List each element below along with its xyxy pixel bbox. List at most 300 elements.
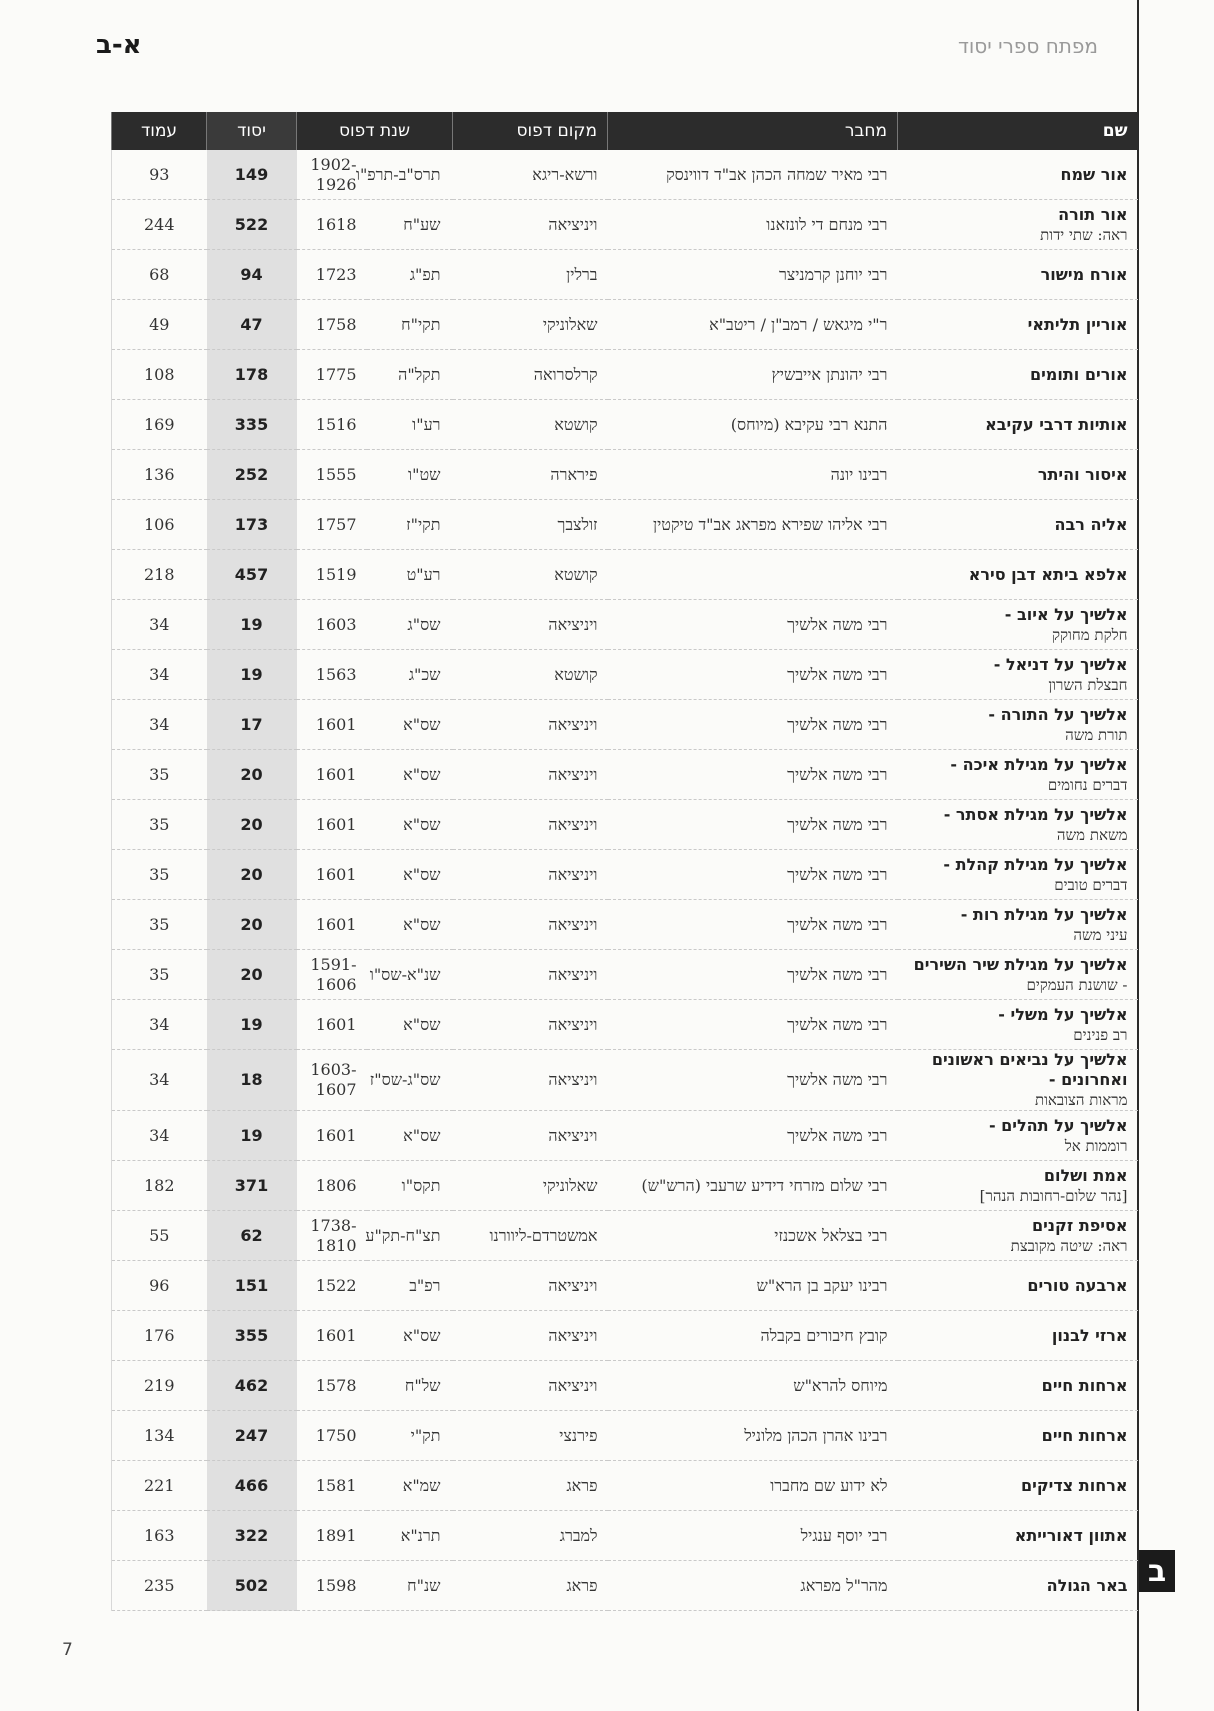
author-cell-text: רבי משה אלשיך [787, 864, 888, 884]
author-cell [608, 550, 898, 600]
name-cell [898, 950, 1138, 1000]
yesod-cell [207, 300, 297, 350]
author-cell-text: רבי שלום מזרחי דידיע שרעבי (הרש"ש) [641, 1175, 888, 1195]
table-row [112, 1311, 1138, 1361]
hebrew-year-cell-text: תקי"ז [406, 514, 441, 534]
page-cell-text: 244 [143, 214, 175, 234]
place-cell-text: ויניציאה [548, 1325, 598, 1345]
name-cell [898, 200, 1138, 250]
yesod-cell [207, 450, 297, 500]
hebrew-year-cell [367, 1111, 453, 1161]
yesod-cell-text: 47 [240, 314, 263, 334]
gregorian-year-cell [297, 650, 367, 700]
page-cell-text: 169 [143, 414, 175, 434]
page-cell-text: 35 [149, 864, 170, 884]
book-name: אסיפת זקנים [1031, 1215, 1128, 1235]
author-cell [608, 1411, 898, 1461]
author-cell [608, 1561, 898, 1611]
hebrew-year-cell [367, 800, 453, 850]
book-name: אורח מישור [1040, 264, 1128, 284]
name-cell [898, 1050, 1138, 1111]
hebrew-year-cell-text: רע"ו [412, 414, 441, 434]
book-subtitle: רב פנינים [1073, 1025, 1128, 1044]
page-cell [112, 700, 207, 750]
page-cell-text: 163 [143, 1525, 175, 1545]
gregorian-year-cell-text: 1603 [315, 614, 357, 634]
author-cell [608, 250, 898, 300]
yesod-cell [207, 850, 297, 900]
hebrew-year-cell [367, 900, 453, 950]
table-row [112, 1211, 1138, 1261]
place-cell [453, 1311, 608, 1361]
page-cell [112, 600, 207, 650]
place-cell [453, 1361, 608, 1411]
name-cell [898, 850, 1138, 900]
gregorian-year-cell [297, 800, 367, 850]
book-name: אלשיך על התורה - [988, 704, 1128, 724]
table-row [112, 500, 1138, 550]
table-body [112, 150, 1138, 1611]
table-row [112, 700, 1138, 750]
yesod-cell-text: 20 [240, 764, 263, 784]
page-cell [112, 1311, 207, 1361]
place-cell [453, 1261, 608, 1311]
place-cell-text: קושטא [554, 564, 598, 584]
name-cell [898, 1561, 1138, 1611]
author-cell-text: רבינו אהרן הכהן מלוניל [744, 1425, 888, 1445]
yesod-cell-text: 94 [240, 264, 263, 284]
gregorian-year-cell-text: 1578 [315, 1375, 357, 1395]
gregorian-year-cell-text: 1601 [315, 814, 357, 834]
gregorian-year-cell [297, 1211, 367, 1261]
hebrew-year-cell-text: שס"ג-שס"ז [369, 1070, 441, 1089]
author-cell [608, 1461, 898, 1511]
author-cell-text: רבי משה אלשיך [787, 614, 888, 634]
name-cell [898, 350, 1138, 400]
book-subtitle: רוממות אל [1064, 1136, 1128, 1155]
page-cell-text: 34 [149, 664, 170, 684]
gregorian-year-cell [297, 600, 367, 650]
author-cell [608, 950, 898, 1000]
place-cell [453, 1461, 608, 1511]
hebrew-year-cell [367, 400, 453, 450]
page-cell [112, 1511, 207, 1561]
table-row [112, 800, 1138, 850]
yesod-cell-text: 462 [234, 1375, 269, 1395]
name-cell [898, 900, 1138, 950]
yesod-cell-text: 17 [240, 714, 263, 734]
author-cell-text: מיוחס להרא"ש [793, 1375, 888, 1395]
gregorian-year-cell-text: 1738-1810 [310, 1215, 357, 1255]
place-cell [453, 1111, 608, 1161]
page-cell-text: 35 [149, 764, 170, 784]
book-name: אלשיך על תהלים - [988, 1115, 1128, 1135]
table-row [112, 950, 1138, 1000]
yesod-cell [207, 1050, 297, 1111]
author-cell [608, 750, 898, 800]
hebrew-year-cell [367, 1050, 453, 1111]
hebrew-year-cell-text: שס"א [403, 764, 441, 784]
place-cell-text: אמשטרדם-ליוורנו [489, 1225, 598, 1245]
name-cell [898, 550, 1138, 600]
author-cell-text: רבי יוסף ענגיל [800, 1525, 888, 1545]
table-row [112, 1561, 1138, 1611]
header-name: שם [898, 112, 1138, 150]
author-cell-text: רבינו יעקב בן הרא"ש [756, 1275, 888, 1295]
gregorian-year-cell-text: 1601 [315, 1125, 357, 1145]
gregorian-year-cell [297, 900, 367, 950]
hebrew-year-cell-text: רע"ט [406, 564, 441, 584]
hebrew-year-cell [367, 850, 453, 900]
hebrew-year-cell-text: שנ"א-שס"ו [369, 964, 441, 984]
gregorian-year-cell-text: 1563 [315, 664, 357, 684]
name-cell [898, 700, 1138, 750]
hebrew-year-cell-text: תצ"ח-תק"ע [365, 1225, 441, 1245]
book-name: אותיות דרבי עקיבא [985, 414, 1128, 434]
yesod-cell [207, 600, 297, 650]
book-name: איסור והיתר [1037, 464, 1128, 484]
name-cell [898, 1311, 1138, 1361]
gregorian-year-cell [297, 1161, 367, 1211]
table-row [112, 250, 1138, 300]
yesod-cell-text: 151 [234, 1275, 269, 1295]
place-cell-text: למברג [559, 1525, 598, 1545]
table-row [112, 400, 1138, 450]
name-cell [898, 500, 1138, 550]
yesod-cell-text: 457 [234, 564, 269, 584]
hebrew-year-cell-text: שכ"ג [408, 664, 441, 684]
place-cell [453, 950, 608, 1000]
page-cell [112, 450, 207, 500]
book-subtitle: - שושנת העמקים [1026, 975, 1128, 994]
page-cell-text: 106 [143, 514, 175, 534]
page-cell-text: 49 [149, 314, 170, 334]
hebrew-year-cell [367, 1461, 453, 1511]
gregorian-year-cell-text: 1806 [315, 1175, 357, 1195]
gregorian-year-cell [297, 550, 367, 600]
place-cell [453, 1411, 608, 1461]
yesod-cell-text: 322 [234, 1525, 269, 1545]
author-cell-text: רבי יהונתן אייבשיץ [771, 364, 888, 384]
yesod-cell [207, 1111, 297, 1161]
gregorian-year-cell [297, 1111, 367, 1161]
page-cell-text: 108 [143, 364, 175, 384]
gregorian-year-cell-text: 1522 [315, 1275, 357, 1295]
place-cell [453, 400, 608, 450]
yesod-cell-text: 20 [240, 964, 263, 984]
page-cell-text: 34 [149, 614, 170, 634]
gregorian-year-cell [297, 750, 367, 800]
book-name: אלשיך על מגילת קהלת - [943, 854, 1128, 874]
page-cell [112, 150, 207, 200]
book-name: אלשיך על מגילת רות - [960, 904, 1128, 924]
yesod-cell [207, 1511, 297, 1561]
books-table [111, 112, 1138, 1611]
place-cell [453, 1211, 608, 1261]
hebrew-year-cell-text: תקי"ח [401, 314, 441, 334]
hebrew-year-cell-text: שמ"א [402, 1475, 441, 1495]
yesod-cell [207, 750, 297, 800]
place-cell [453, 600, 608, 650]
yesod-cell-text: 173 [234, 514, 269, 534]
gregorian-year-cell [297, 500, 367, 550]
page-cell-text: 219 [143, 1375, 175, 1395]
yesod-cell [207, 250, 297, 300]
page-cell [112, 200, 207, 250]
hebrew-year-cell [367, 1411, 453, 1461]
gregorian-year-cell [297, 200, 367, 250]
hebrew-year-cell-text: שס"ג [407, 614, 441, 634]
place-cell-text: ויניציאה [548, 764, 598, 784]
place-cell [453, 550, 608, 600]
hebrew-year-cell [367, 500, 453, 550]
book-subtitle: עיני משה [1073, 925, 1128, 944]
author-cell [608, 200, 898, 250]
name-cell [898, 800, 1138, 850]
gregorian-year-cell-text: 1758 [315, 314, 357, 334]
book-name: ארבעה טורים [1027, 1275, 1128, 1295]
table-row [112, 1000, 1138, 1050]
hebrew-year-cell [367, 1511, 453, 1561]
place-cell-text: שאלוניקי [542, 1175, 598, 1195]
hebrew-year-cell [367, 750, 453, 800]
yesod-cell-text: 18 [240, 1070, 263, 1089]
author-cell [608, 650, 898, 700]
gregorian-year-cell [297, 1361, 367, 1411]
book-subtitle: דברים טובים [1054, 875, 1128, 894]
hebrew-year-cell [367, 1000, 453, 1050]
book-name: אור שמח [1060, 164, 1128, 184]
name-cell [898, 1000, 1138, 1050]
place-cell-text: פירארה [550, 464, 598, 484]
gregorian-year-cell-text: 1601 [315, 914, 357, 934]
table-row [112, 150, 1138, 200]
gregorian-year-cell-text: 1601 [315, 764, 357, 784]
name-cell [898, 250, 1138, 300]
place-cell-text: קושטא [554, 414, 598, 434]
place-cell [453, 1050, 608, 1111]
hebrew-year-cell-text: תקס"ו [401, 1175, 441, 1195]
page-cell [112, 1461, 207, 1511]
book-name: אלשיך על משלי - [998, 1004, 1128, 1024]
header-yesod: יסוד [207, 112, 297, 150]
book-subtitle: מראות הצובאות [1034, 1091, 1128, 1109]
page-cell [112, 800, 207, 850]
yesod-cell [207, 400, 297, 450]
page-cell-text: 34 [149, 1070, 170, 1089]
author-cell-text: רבי משה אלשיך [787, 964, 888, 984]
hebrew-year-cell [367, 1561, 453, 1611]
hebrew-year-cell [367, 650, 453, 700]
book-name: באר הגולה [1046, 1575, 1128, 1595]
books-table-container [111, 112, 1137, 1611]
author-cell [608, 450, 898, 500]
table-row [112, 1411, 1138, 1461]
author-cell-text: לא ידוע שם מחברו [770, 1475, 888, 1495]
gregorian-year-cell-text: 1603-1607 [310, 1060, 357, 1099]
book-subtitle: ראה: שתי ידות [1040, 225, 1128, 244]
place-cell [453, 700, 608, 750]
yesod-cell-text: 19 [240, 664, 263, 684]
yesod-cell-text: 149 [234, 164, 269, 184]
author-cell-text: רבי משה אלשיך [787, 764, 888, 784]
yesod-cell-text: 178 [234, 364, 269, 384]
page-cell-text: 96 [149, 1275, 170, 1295]
name-cell [898, 450, 1138, 500]
yesod-cell [207, 350, 297, 400]
author-cell [608, 1361, 898, 1411]
hebrew-year-cell [367, 200, 453, 250]
author-cell [608, 600, 898, 650]
gregorian-year-cell-text: 1750 [315, 1425, 357, 1445]
name-cell [898, 600, 1138, 650]
table-row [112, 550, 1138, 600]
place-cell [453, 800, 608, 850]
book-name: ארחות צדיקים [1021, 1475, 1128, 1495]
hebrew-year-cell-text: שס"א [403, 1325, 441, 1345]
place-cell-text: ויניציאה [548, 1014, 598, 1034]
page-cell-text: 93 [149, 164, 170, 184]
gregorian-year-cell-text: 1601 [315, 864, 357, 884]
place-cell-text: ויניציאה [548, 1275, 598, 1295]
place-cell [453, 500, 608, 550]
yesod-cell [207, 1461, 297, 1511]
place-cell [453, 1561, 608, 1611]
book-name: אתוון דאורייתא [1014, 1525, 1128, 1545]
name-cell [898, 1361, 1138, 1411]
place-cell-text: ויניציאה [548, 614, 598, 634]
yesod-cell-text: 371 [234, 1175, 269, 1195]
author-cell [608, 400, 898, 450]
table-row [112, 1111, 1138, 1161]
page-cell [112, 1261, 207, 1311]
hebrew-year-cell-text: תרס"ב-תרפ"ו [355, 164, 441, 184]
author-cell-text: רבי משה אלשיך [787, 664, 888, 684]
gregorian-year-cell-text: 1516 [315, 414, 357, 434]
yesod-cell [207, 1561, 297, 1611]
book-subtitle: דברים נחומים [1047, 775, 1128, 794]
yesod-cell [207, 950, 297, 1000]
yesod-cell [207, 700, 297, 750]
yesod-cell-text: 252 [234, 464, 269, 484]
hebrew-year-cell [367, 1161, 453, 1211]
page-cell [112, 550, 207, 600]
page-cell [112, 1561, 207, 1611]
book-subtitle: תורת משה [1065, 725, 1128, 744]
hebrew-year-cell [367, 1261, 453, 1311]
name-cell [898, 1211, 1138, 1261]
header-author: מחבר [608, 112, 898, 150]
author-cell-text: רבי משה אלשיך [787, 714, 888, 734]
gregorian-year-cell [297, 1261, 367, 1311]
hebrew-year-cell [367, 950, 453, 1000]
hebrew-year-cell [355, 150, 453, 200]
book-subtitle: [נהר שלום-רחובות הנהר] [979, 1186, 1128, 1205]
name-cell [898, 1111, 1138, 1161]
place-cell-text: שאלוניקי [542, 314, 598, 334]
author-cell [608, 150, 898, 200]
table-row [112, 1050, 1138, 1111]
hebrew-year-cell [367, 450, 453, 500]
place-cell [453, 150, 608, 200]
gregorian-year-cell [297, 1311, 367, 1361]
page-cell [112, 300, 207, 350]
yesod-cell-text: 522 [234, 214, 269, 234]
author-cell-text: מהר"ל מפראג [800, 1575, 888, 1595]
place-cell-text: ויניציאה [548, 714, 598, 734]
author-cell [608, 800, 898, 850]
page-cell-text: 34 [149, 1014, 170, 1034]
place-cell [453, 300, 608, 350]
yesod-cell [207, 1211, 297, 1261]
name-cell [898, 1461, 1138, 1511]
hebrew-year-cell-text: תרנ"א [400, 1525, 441, 1545]
header-year: שנת דפוס [297, 112, 453, 150]
page-cell [112, 650, 207, 700]
page-cell [112, 850, 207, 900]
page-number: 7 [62, 1640, 73, 1660]
page-cell-text: 55 [149, 1225, 170, 1245]
section-letters: א-ב [96, 30, 142, 60]
page-cell-text: 34 [149, 1125, 170, 1145]
book-name: אור תורה [1058, 204, 1128, 224]
book-subtitle: חלקת מחוקק [1052, 625, 1128, 644]
hebrew-year-cell [367, 300, 453, 350]
author-cell [608, 700, 898, 750]
book-name: ארחות חיים [1041, 1375, 1128, 1395]
author-cell-text: ר"י מיגאש / רמב"ן / ריטב"א [709, 314, 888, 334]
name-cell [898, 650, 1138, 700]
table-row [112, 1261, 1138, 1311]
page-cell [112, 1000, 207, 1050]
yesod-cell-text: 20 [240, 914, 263, 934]
page-cell-text: 35 [149, 964, 170, 984]
table-row [112, 650, 1138, 700]
yesod-cell-text: 355 [234, 1325, 269, 1345]
page-cell-text: 68 [149, 264, 170, 284]
table-row [112, 600, 1138, 650]
author-cell-text: רבי משה אלשיך [787, 814, 888, 834]
hebrew-year-cell [367, 1361, 453, 1411]
hebrew-year-cell [367, 600, 453, 650]
yesod-cell-text: 335 [234, 414, 269, 434]
book-name: אלשיך על דניאל - [993, 654, 1128, 674]
place-cell-text: ויניציאה [548, 964, 598, 984]
hebrew-year-cell-text: שס"א [403, 914, 441, 934]
book-subtitle: ראה: שיטה מקובצת [1010, 1236, 1128, 1255]
place-cell [453, 650, 608, 700]
book-name: אלשיך על נביאים ראשונים ואחרונים - [931, 1050, 1128, 1089]
book-name: אלפא ביתא דבן סירא [968, 564, 1128, 584]
book-name: אמת ושלום [1043, 1165, 1128, 1185]
place-cell-text: קושטא [554, 664, 598, 684]
name-cell [898, 1261, 1138, 1311]
hebrew-year-cell-text: רפ"ב [409, 1275, 441, 1295]
page-cell-text: 221 [143, 1475, 175, 1495]
yesod-cell-text: 247 [234, 1425, 269, 1445]
author-cell [608, 1211, 898, 1261]
gregorian-year-cell-text: 1775 [315, 364, 357, 384]
gregorian-year-cell-text: 1601 [315, 1325, 357, 1345]
place-cell [453, 1511, 608, 1561]
name-cell [898, 750, 1138, 800]
page-cell [112, 250, 207, 300]
place-cell-text: פירנצי [559, 1425, 598, 1445]
page-cell [112, 1111, 207, 1161]
yesod-cell [207, 1311, 297, 1361]
page-cell [112, 1411, 207, 1461]
book-name: אליה רבה [1054, 514, 1128, 534]
